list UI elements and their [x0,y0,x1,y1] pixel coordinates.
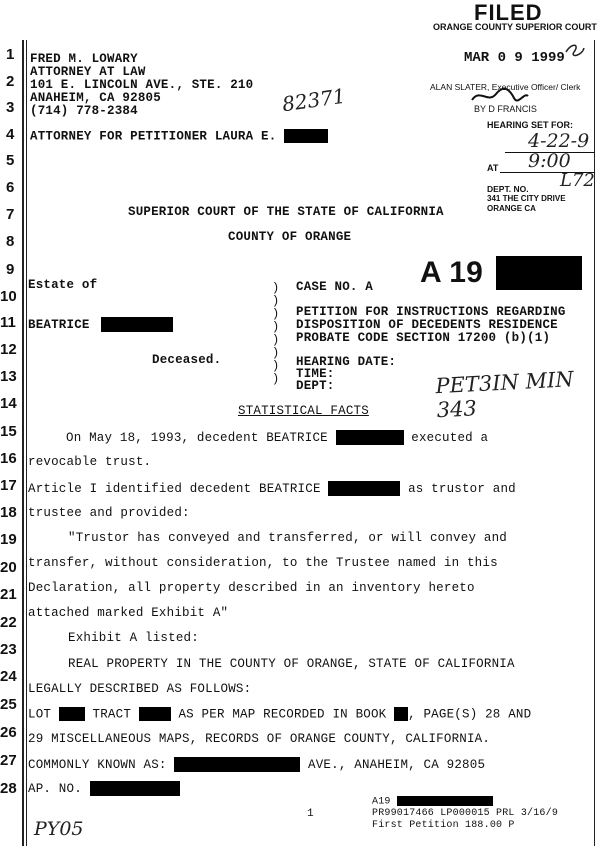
hearing-set-for-label: HEARING SET FOR: [487,120,574,130]
court-address-1: 341 THE CITY DRIVE [487,194,566,203]
attorney-for-line [30,129,328,143]
hearing-date-label: HEARING DATE: [296,355,397,369]
caption-paren: ) [272,307,280,321]
clerk-signature-icon [470,86,530,106]
filed-stamp-by: BY D FRANCIS [474,104,537,114]
petition-title-2: DISPOSITION OF DECEDENTS RESIDENCE [296,318,558,332]
body-line: Exhibit A listed: [68,631,199,645]
hearing-at-label: AT [487,163,499,173]
handwritten-hearing-date: 4-22-9 [528,130,590,152]
redaction-bar [59,707,85,721]
line-number: 28 [0,780,17,797]
body-line [28,707,531,721]
line-number: 21 [0,586,17,603]
caption-paren: ) [272,333,280,347]
filed-stamp-court: ORANGE COUNTY SUPERIOR COURT [433,22,597,32]
line-number: 26 [0,724,17,741]
body-line: LEGALLY DESCRIBED AS FOLLOWS: [28,682,252,696]
body-line: transfer, without consideration, to the Trustee named in this [28,556,498,570]
attorney-address-2: ANAHEIM, CA 92805 [30,91,161,105]
redaction-bar [90,781,180,796]
line-number: 14 [0,395,17,412]
body-line: trustee and provided: [28,506,190,520]
margin-rule-left-inner [26,40,27,846]
hearing-dept-label: DEPT: [296,379,335,393]
line-number: 27 [0,752,17,769]
case-number-label: CASE NO. A [296,280,374,294]
line-number: 16 [0,450,17,467]
redaction-bar [174,757,300,772]
line-number: 7 [6,206,15,223]
body-text: , PAGE(S) 28 AND [408,707,532,722]
line-number: 24 [0,668,17,685]
attorney-name: FRED M. LOWARY [30,52,138,66]
redaction-bar [101,317,173,332]
line-number: 8 [6,233,15,250]
body-line [28,481,516,496]
attorney-for-text: ATTORNEY FOR PETITIONER LAURA E. [30,129,277,144]
body-text: as trustor and [408,481,516,496]
section-heading: STATISTICAL FACTS [238,404,369,418]
attorney-title: ATTORNEY AT LAW [30,65,146,79]
filed-stamp-date: MAR 0 9 1999 [464,50,565,66]
filed-stamp-clerk: ALAN SLATER, Executive Officer/ Clerk [430,82,581,92]
redaction-bar [284,129,328,143]
petition-title-3: PROBATE CODE SECTION 17200 (b)(1) [296,331,551,345]
caption-paren: ) [272,294,280,308]
caption-paren: ) [272,346,280,360]
handwritten-footer-mark: PY05 [34,818,84,840]
stamp-initial-icon [564,42,586,60]
deceased-label: Deceased. [152,353,222,367]
page-number: 1 [307,808,314,820]
redaction-bar [328,481,400,496]
line-number: 10 [0,288,17,305]
margin-rule-left [22,40,24,846]
body-text: LOT [28,707,52,722]
decedent-first-name: BEATRICE [28,317,90,332]
redaction-bar [496,256,582,290]
attorney-address-1: 101 E. LINCOLN AVE., STE. 210 [30,78,254,92]
body-text: AS PER MAP RECORDED IN BOOK [178,707,387,722]
redaction-bar [139,707,171,721]
body-line: revocable trust. [28,455,152,469]
court-county: COUNTY OF ORANGE [228,230,352,244]
line-number: 9 [6,261,15,278]
line-number: 15 [0,423,17,440]
line-number: 4 [6,126,15,143]
line-number: 23 [0,641,17,658]
body-line [66,430,488,445]
line-number: 5 [6,152,15,169]
line-number: 2 [6,73,15,90]
caption-paren: ) [272,281,280,295]
redaction-bar [397,796,493,806]
decedent-name [28,317,173,332]
body-text: AVE., ANAHEIM, CA 92805 [308,757,486,772]
estate-of-label: Estate of [28,278,98,292]
body-line [28,781,180,796]
handwritten-petition-note: PET3IN MIN 343 [434,367,575,423]
attorney-phone: (714) 778-2384 [30,104,138,118]
line-number: 17 [0,477,17,494]
line-number: 3 [6,99,15,116]
line-number: 25 [0,696,17,713]
redaction-bar [336,430,404,445]
line-number: 18 [0,504,17,521]
body-text: AP. NO. [28,781,82,796]
dept-no-label: DEPT. NO. [487,184,529,194]
footer-receipt-line-1: PR99017466 LP000015 PRL 3/16/9 [372,808,559,819]
case-number-prefix: A 19 [420,256,484,289]
line-number: 22 [0,614,17,631]
margin-rule-right [594,40,595,846]
hearing-time-label: TIME: [296,367,335,381]
footer-receipt-line-2: First Petition 188.00 P [372,820,515,831]
body-text: TRACT [92,707,132,722]
court-address-2: ORANGE CA [487,204,536,213]
caption-paren: ) [272,359,280,373]
line-number: 1 [6,46,15,63]
footer-case-ref [372,796,493,808]
body-line: REAL PROPERTY IN THE COUNTY OF ORANGE, STATE OF CALIFORNIA [68,657,515,671]
handwritten-dept: L72 [560,170,595,191]
line-number: 6 [6,179,15,196]
caption-paren: ) [272,372,280,386]
body-line: "Trustor has conveyed and transferred, or will convey and [68,531,507,545]
petition-title-1: PETITION FOR INSTRUCTIONS REGARDING [296,305,566,319]
line-number: 19 [0,531,17,548]
line-number: 12 [0,341,17,358]
caption-paren: ) [272,320,280,334]
handwritten-hearing-time: 9:00 [528,150,571,172]
line-number: 11 [0,314,16,331]
footer-case-ref-text: A19 [372,796,391,808]
filed-stamp-title: FILED [474,0,543,25]
redaction-bar [394,707,408,721]
body-line: attached marked Exhibit A" [28,606,229,620]
line-number: 13 [0,368,17,385]
body-text: On May 18, 1993, decedent BEATRICE [66,430,328,445]
body-text: Article I identified decedent BEATRICE [28,481,321,496]
handwritten-number: 82371 [280,83,347,117]
body-line [28,757,485,772]
line-number: 20 [0,559,17,576]
body-text: executed a [411,430,489,445]
body-line: 29 MISCELLANEOUS MAPS, RECORDS OF ORANGE COUNTY, CALIFORNIA. [28,732,491,746]
body-line: Declaration, all property described in an inventory hereto [28,581,475,595]
body-text: COMMONLY KNOWN AS: [28,757,167,772]
court-name: SUPERIOR COURT OF THE STATE OF CALIFORNIA [128,205,444,219]
